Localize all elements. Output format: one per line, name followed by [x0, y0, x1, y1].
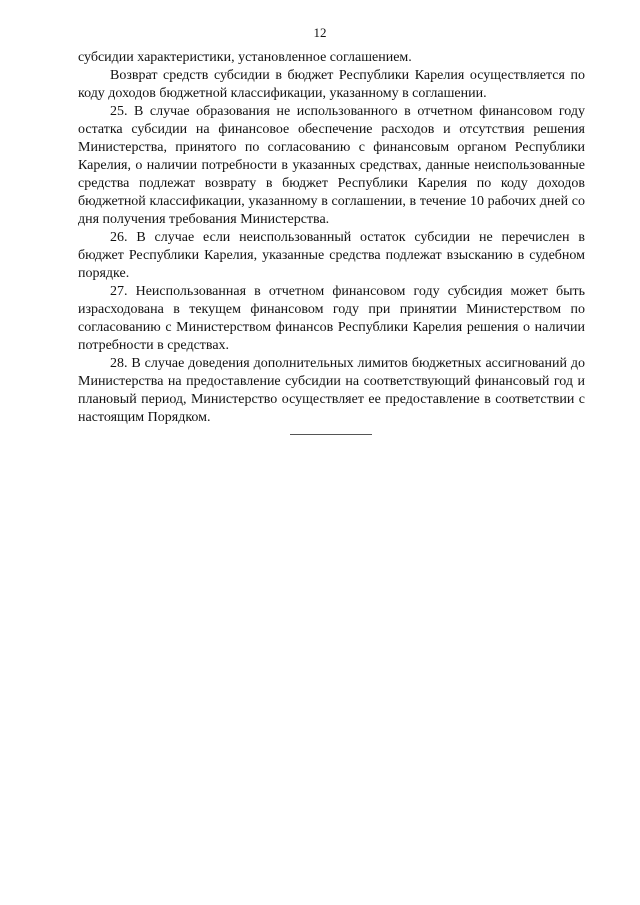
paragraph-28: 28. В случае доведения дополнительных лимитов бюджетных ассигнований до Министерства на предоставление субсидии на соответствующий финансовый год и плановый период, Министерство осуществляет ее предоставление в соответствии с настоящим Порядком. [78, 356, 585, 425]
document-end-divider [290, 434, 372, 435]
paragraph-25: 25. В случае образования не использованного в отчетном финансовом году остатка субсидии на финансовое обеспечение расходов и отсутствия решения Министерства, принятого по согласованию с финансовым органом Республики Карелия, о наличии потребности в указанных средствах, данные неиспользованные средства подлежат возврату в бюджет Республики Карелия по коду доходов бюджетной классификации, указанному в соглашении, в течение 10 рабочих дней со дня получения требования Министерства. [78, 104, 585, 227]
paragraph-subsidy-return: Возврат средств субсидии в бюджет Республики Карелия осуществляется по коду доходов бюджетной классификации, указанному в соглашении. [78, 68, 585, 101]
page-number: 12 [313, 25, 327, 40]
paragraph-27: 27. Неиспользованная в отчетном финансовом году субсидия может быть израсходована в текущем финансовом году при принятии Министерством по согласованию с Министерством финансов Республики Карелия решения о наличии потребности в средствах. [78, 284, 585, 353]
paragraph-26: 26. В случае если неиспользованный остаток субсидии не перечислен в бюджет Республики Карелия, указанные средства подлежат взысканию в судебном порядке. [78, 230, 585, 281]
document-body [78, 49, 585, 427]
paragraph-continuation: субсидии характеристики, установленное соглашением. [78, 50, 412, 65]
